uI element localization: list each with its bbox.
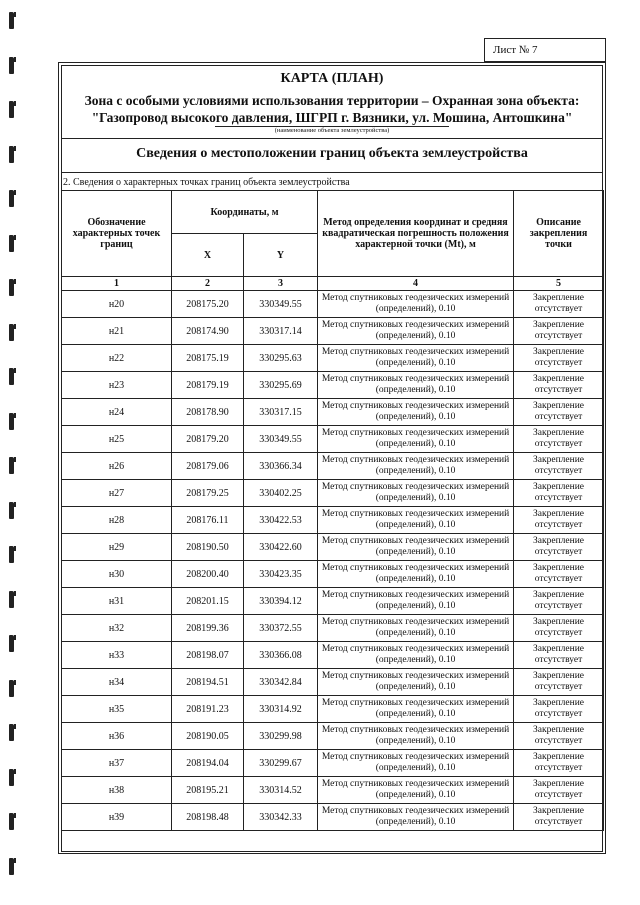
binding-hole-mark bbox=[9, 769, 14, 786]
cell-y: 330317.14 bbox=[244, 318, 318, 345]
zone-title-line1: Зона с особыми условиями использования территории – Охранная зона объекта: bbox=[84, 93, 580, 108]
table-row bbox=[62, 480, 604, 507]
cell-point: н29 bbox=[62, 534, 172, 561]
cell-x: 208194.51 bbox=[172, 669, 244, 696]
cell-description: Закрепление отсутствует bbox=[514, 534, 604, 561]
cell-description: Закрепление отсутствует bbox=[514, 588, 604, 615]
cell-point: н32 bbox=[62, 615, 172, 642]
table-row bbox=[62, 345, 604, 372]
cell-y: 330366.34 bbox=[244, 453, 318, 480]
table-row bbox=[62, 372, 604, 399]
points-table-body bbox=[62, 291, 604, 831]
header-method: Метод определения координат и средняя квадратическая погрешность положения характерной точки (Mt), м bbox=[318, 191, 514, 277]
cell-x: 208198.48 bbox=[172, 804, 244, 831]
table-row bbox=[62, 750, 604, 777]
header-description: Описание закрепления точки bbox=[514, 191, 604, 277]
cell-description: Закрепление отсутствует bbox=[514, 615, 604, 642]
divider bbox=[61, 138, 603, 139]
binding-hole-mark bbox=[9, 502, 14, 519]
binding-hole-mark bbox=[9, 324, 14, 341]
cell-point: н28 bbox=[62, 507, 172, 534]
cell-method: Метод спутниковых геодезических измерений (определений), 0.10 bbox=[318, 723, 514, 750]
cell-method: Метод спутниковых геодезических измерений (определений), 0.10 bbox=[318, 372, 514, 399]
cell-method: Метод спутниковых геодезических измерений (определений), 0.10 bbox=[318, 534, 514, 561]
cell-description: Закрепление отсутствует bbox=[514, 318, 604, 345]
table-row bbox=[62, 291, 604, 318]
section-title: Сведения о местоположении границ объекта землеустройства bbox=[136, 146, 528, 161]
cell-point: н31 bbox=[62, 588, 172, 615]
cell-x: 208175.19 bbox=[172, 345, 244, 372]
cell-x: 208191.23 bbox=[172, 696, 244, 723]
binding-hole-mark bbox=[9, 591, 14, 608]
table-row bbox=[62, 615, 604, 642]
cell-point: н30 bbox=[62, 561, 172, 588]
table-row bbox=[62, 318, 604, 345]
table-row bbox=[62, 426, 604, 453]
table-row bbox=[62, 777, 604, 804]
cell-point: н26 bbox=[62, 453, 172, 480]
cell-x: 208175.20 bbox=[172, 291, 244, 318]
cell-x: 208179.19 bbox=[172, 372, 244, 399]
zone-title-line2: "Газопровод высокого давления, ШГРП г. Вязники, ул. Мошина, Антошкина" bbox=[91, 110, 573, 125]
sheet-number: Лист № 7 bbox=[493, 44, 538, 56]
table-row bbox=[62, 669, 604, 696]
cell-description: Закрепление отсутствует bbox=[514, 561, 604, 588]
binding-hole-mark bbox=[9, 635, 14, 652]
cell-y: 330372.55 bbox=[244, 615, 318, 642]
table-row bbox=[62, 534, 604, 561]
cell-method: Метод спутниковых геодезических измерений (определений), 0.10 bbox=[318, 318, 514, 345]
cell-point: н24 bbox=[62, 399, 172, 426]
cell-method: Метод спутниковых геодезических измерений (определений), 0.10 bbox=[318, 453, 514, 480]
column-number: 4 bbox=[318, 277, 514, 291]
cell-method: Метод спутниковых геодезических измерений (определений), 0.10 bbox=[318, 399, 514, 426]
cell-y: 330402.25 bbox=[244, 480, 318, 507]
table-row bbox=[62, 804, 604, 831]
cell-y: 330342.33 bbox=[244, 804, 318, 831]
cell-y: 330299.98 bbox=[244, 723, 318, 750]
cell-point: н37 bbox=[62, 750, 172, 777]
cell-y: 330314.52 bbox=[244, 777, 318, 804]
cell-y: 330349.55 bbox=[244, 426, 318, 453]
cell-method: Метод спутниковых геодезических измерений (определений), 0.10 bbox=[318, 615, 514, 642]
table-row bbox=[62, 642, 604, 669]
table-row bbox=[62, 507, 604, 534]
binding-holes bbox=[0, 0, 22, 905]
object-hint-text: (наименование объекта землеустройства) bbox=[215, 126, 450, 134]
cell-y: 330314.92 bbox=[244, 696, 318, 723]
binding-hole-mark bbox=[9, 235, 14, 252]
subsection-title: 2. Сведения о характерных точках границ объекта землеустройства bbox=[63, 177, 350, 188]
cell-y: 330394.12 bbox=[244, 588, 318, 615]
table-row bbox=[62, 588, 604, 615]
cell-method: Метод спутниковых геодезических измерений (определений), 0.10 bbox=[318, 642, 514, 669]
column-number: 1 bbox=[62, 277, 172, 291]
cell-description: Закрепление отсутствует bbox=[514, 642, 604, 669]
cell-description: Закрепление отсутствует bbox=[514, 480, 604, 507]
table-row bbox=[62, 561, 604, 588]
cell-x: 208194.04 bbox=[172, 750, 244, 777]
cell-y: 330342.84 bbox=[244, 669, 318, 696]
cell-point: н38 bbox=[62, 777, 172, 804]
cell-y: 330299.67 bbox=[244, 750, 318, 777]
table-row bbox=[62, 696, 604, 723]
table-row bbox=[62, 453, 604, 480]
cell-x: 208179.06 bbox=[172, 453, 244, 480]
cell-y: 330422.60 bbox=[244, 534, 318, 561]
cell-point: н34 bbox=[62, 669, 172, 696]
cell-method: Метод спутниковых геодезических измерений (определений), 0.10 bbox=[318, 588, 514, 615]
binding-hole-mark bbox=[9, 724, 14, 741]
table-row bbox=[62, 399, 604, 426]
cell-method: Метод спутниковых геодезических измерений (определений), 0.10 bbox=[318, 696, 514, 723]
binding-hole-mark bbox=[9, 813, 14, 830]
cell-method: Метод спутниковых геодезических измерений (определений), 0.10 bbox=[318, 777, 514, 804]
cell-point: н25 bbox=[62, 426, 172, 453]
cell-method: Метод спутниковых геодезических измерений (определений), 0.10 bbox=[318, 480, 514, 507]
cell-method: Метод спутниковых геодезических измерений (определений), 0.10 bbox=[318, 507, 514, 534]
cell-description: Закрепление отсутствует bbox=[514, 777, 604, 804]
header-x: X bbox=[172, 234, 244, 277]
cell-y: 330317.15 bbox=[244, 399, 318, 426]
binding-hole-mark bbox=[9, 190, 14, 207]
cell-method: Метод спутниковых геодезических измерений (определений), 0.10 bbox=[318, 345, 514, 372]
document-title: КАРТА (ПЛАН) bbox=[280, 71, 384, 86]
cell-point: н23 bbox=[62, 372, 172, 399]
cell-point: н33 bbox=[62, 642, 172, 669]
column-number: 5 bbox=[514, 277, 604, 291]
cell-method: Метод спутниковых геодезических измерений (определений), 0.10 bbox=[318, 291, 514, 318]
cell-description: Закрепление отсутствует bbox=[514, 696, 604, 723]
cell-x: 208190.50 bbox=[172, 534, 244, 561]
cell-y: 330295.63 bbox=[244, 345, 318, 372]
cell-point: н35 bbox=[62, 696, 172, 723]
cell-description: Закрепление отсутствует bbox=[514, 291, 604, 318]
cell-description: Закрепление отсутствует bbox=[514, 372, 604, 399]
binding-hole-mark bbox=[9, 457, 14, 474]
object-hint bbox=[61, 127, 603, 134]
cell-x: 208195.21 bbox=[172, 777, 244, 804]
binding-hole-mark bbox=[9, 146, 14, 163]
cell-x: 208176.11 bbox=[172, 507, 244, 534]
cell-description: Закрепление отсутствует bbox=[514, 453, 604, 480]
cell-x: 208198.07 bbox=[172, 642, 244, 669]
cell-x: 208199.36 bbox=[172, 615, 244, 642]
header-y: Y bbox=[244, 234, 318, 277]
cell-description: Закрепление отсутствует bbox=[514, 750, 604, 777]
cell-y: 330422.53 bbox=[244, 507, 318, 534]
cell-description: Закрепление отсутствует bbox=[514, 399, 604, 426]
cell-method: Метод спутниковых геодезических измерений (определений), 0.10 bbox=[318, 669, 514, 696]
cell-description: Закрепление отсутствует bbox=[514, 426, 604, 453]
cell-y: 330366.08 bbox=[244, 642, 318, 669]
cell-method: Метод спутниковых геодезических измерений (определений), 0.10 bbox=[318, 804, 514, 831]
binding-hole-mark bbox=[9, 57, 14, 74]
cell-y: 330295.69 bbox=[244, 372, 318, 399]
cell-description: Закрепление отсутствует bbox=[514, 804, 604, 831]
cell-point: н20 bbox=[62, 291, 172, 318]
binding-hole-mark bbox=[9, 546, 14, 563]
cell-x: 208179.20 bbox=[172, 426, 244, 453]
binding-hole-mark bbox=[9, 413, 14, 430]
header-point: Обозначение характерных точек границ bbox=[62, 191, 172, 277]
cell-description: Закрепление отсутствует bbox=[514, 669, 604, 696]
cell-description: Закрепление отсутствует bbox=[514, 345, 604, 372]
binding-hole-mark bbox=[9, 12, 14, 29]
cell-x: 208190.05 bbox=[172, 723, 244, 750]
column-number: 2 bbox=[172, 277, 244, 291]
cell-point: н39 bbox=[62, 804, 172, 831]
cell-description: Закрепление отсутствует bbox=[514, 723, 604, 750]
sheet-number-box bbox=[484, 38, 606, 62]
cell-x: 208174.90 bbox=[172, 318, 244, 345]
binding-hole-mark bbox=[9, 680, 14, 697]
binding-hole-mark bbox=[9, 279, 14, 296]
cell-method: Метод спутниковых геодезических измерений (определений), 0.10 bbox=[318, 561, 514, 588]
cell-point: н36 bbox=[62, 723, 172, 750]
cell-x: 208179.25 bbox=[172, 480, 244, 507]
cell-point: н22 bbox=[62, 345, 172, 372]
cell-method: Метод спутниковых геодезических измерений (определений), 0.10 bbox=[318, 750, 514, 777]
table-row bbox=[62, 723, 604, 750]
column-number: 3 bbox=[244, 277, 318, 291]
cell-x: 208201.15 bbox=[172, 588, 244, 615]
binding-hole-mark bbox=[9, 368, 14, 385]
cell-description: Закрепление отсутствует bbox=[514, 507, 604, 534]
cell-point: н21 bbox=[62, 318, 172, 345]
cell-method: Метод спутниковых геодезических измерений (определений), 0.10 bbox=[318, 426, 514, 453]
cell-y: 330423.35 bbox=[244, 561, 318, 588]
divider bbox=[61, 172, 603, 173]
cell-x: 208178.90 bbox=[172, 399, 244, 426]
cell-point: н27 bbox=[62, 480, 172, 507]
binding-hole-mark bbox=[9, 101, 14, 118]
binding-hole-mark bbox=[9, 858, 14, 875]
points-table bbox=[61, 190, 604, 831]
cell-x: 208200.40 bbox=[172, 561, 244, 588]
cell-y: 330349.55 bbox=[244, 291, 318, 318]
header-coords: Координаты, м bbox=[172, 191, 318, 234]
